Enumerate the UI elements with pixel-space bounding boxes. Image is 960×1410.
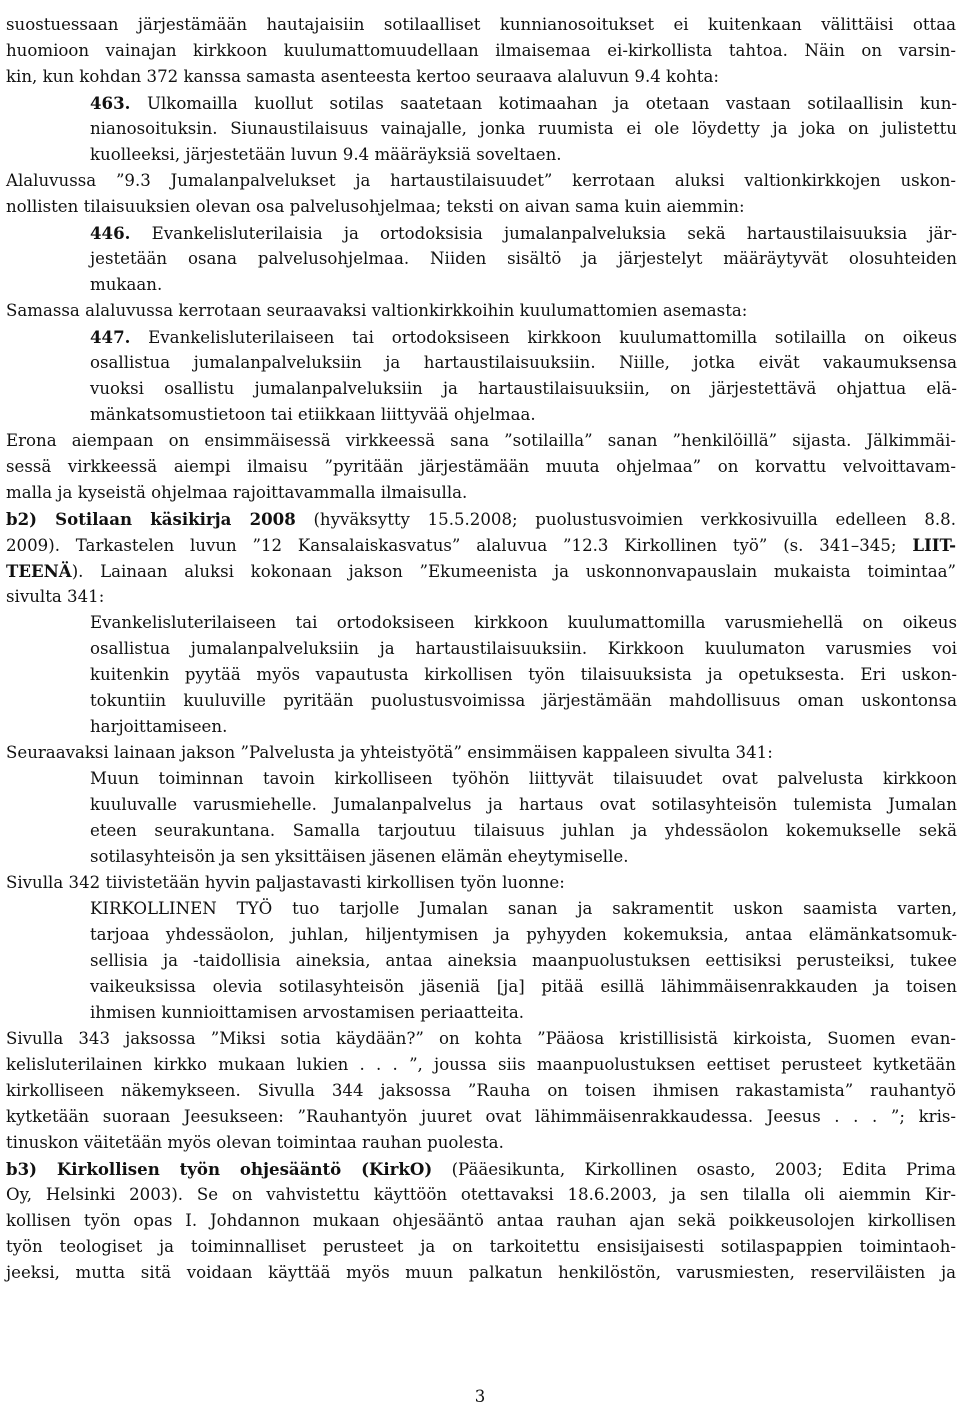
text-line xyxy=(90,662,957,688)
text-run: kytketään suoraan Jeesukseen: ”Rauhantyön juuret ovat lähimmäisenrakkaudessa. Jeesus . . . ”; kris- xyxy=(6,1107,956,1126)
text-line xyxy=(6,1026,956,1052)
text-line xyxy=(90,142,957,168)
text-line xyxy=(6,558,956,585)
text-line xyxy=(6,1208,956,1234)
text-line xyxy=(90,922,957,948)
text-line xyxy=(6,480,956,506)
text-line xyxy=(90,324,957,351)
text-line xyxy=(90,350,957,376)
bold-text: 446. xyxy=(90,223,131,243)
text-run: vaikeuksissa olevia sotilasyhteisön jäseniä [ja] pitää esillä lähimmäisenrakkauden ja toisen xyxy=(90,977,957,996)
text-run: vuoksi osallistu jumalanpalveluksiin ja hartaustilaisuuksiin, on järjestettävä ohjattua elä- xyxy=(90,379,957,398)
bold-text: 447. xyxy=(90,327,131,347)
text-line xyxy=(90,636,957,662)
text-run: Evankelisluterilaisia ja ortodoksisia jumalanpalveluksia sekä hartaustilaisuuksia jär- xyxy=(130,224,957,243)
text-run: Samassa alaluvussa kerrotaan seuraavaksi valtionkirkkoihin kuulumattomien asemasta: xyxy=(6,301,748,320)
text-line xyxy=(90,766,957,792)
text-line xyxy=(6,38,956,64)
text-run: tokuntiin kuuluville pyritään puolustusvoimissa järjestämään mahdollisuus oman uskontonsa xyxy=(90,691,957,710)
bold-text: LIIT- xyxy=(912,535,956,555)
text-line xyxy=(90,272,957,298)
text-run: sivulta 341: xyxy=(6,587,105,606)
text-line xyxy=(6,454,956,480)
text-line xyxy=(90,792,957,818)
text-run: suostuessaan järjestämään hautajaisiin sotilaalliset kunnianosoitukset ei kuitenkaan välittäisi ottaa xyxy=(6,15,956,34)
text-run: Erona aiempaan on ensimmäisessä virkkeessä sana ”sotilailla” sanan ”henkilöillä” sijasta. Jälkimmäi- xyxy=(6,431,956,450)
text-line xyxy=(90,402,957,428)
text-run: Sivulla 343 jaksossa ”Miksi sotia käydään?” on kohta ”Pääosa kristillisistä kirkoista, Suomen evan- xyxy=(6,1029,956,1048)
text-run: Ulkomailla kuollut sotilas saatetaan kotimaahan ja otetaan vastaan sotilaallisin kun- xyxy=(130,94,957,113)
text-run: kelisluterilainen kirkko mukaan lukien . . . ”, joussa siis maanpuolustuksen eettiset perusteet kytketään xyxy=(6,1055,956,1074)
text-run: (hyväksytty 15.5.2008; puolustusvoimien verkkosivuilla edelleen 8.8. xyxy=(295,510,956,529)
text-line xyxy=(90,610,957,636)
text-line xyxy=(90,376,957,402)
text-run: kuuluvalle varusmiehelle. Jumalanpalvelus ja hartaus ovat sotilasyhteisön tulemista Jumalan xyxy=(90,795,957,814)
text-run: kirkolliseen näkemykseen. Sivulla 344 jaksossa ”Rauha on toisen ihmisen rakastamista” rauhantyö xyxy=(6,1081,956,1100)
text-run: 2009). Tarkastelen luvun ”12 Kansalaiskasvatus” alaluvua ”12.3 Kirkollinen työ” (s. 341–345; xyxy=(6,536,913,555)
bold-text: b2) Sotilaan käsikirja 2008 xyxy=(6,509,296,529)
text-run: mänkatsomustietoon tai etiikkaan liittyvää ohjelmaa. xyxy=(90,405,536,424)
text-run: KIRKOLLINEN TYÖ tuo tarjolle Jumalan sanan ja sakramentit uskon saamista varten, xyxy=(90,899,957,918)
text-run: kin, kun kohdan 372 kanssa samasta asenteesta kertoo seuraava alaluvun 9.4 kohta: xyxy=(6,67,719,86)
text-line xyxy=(6,428,956,454)
text-line xyxy=(6,740,956,766)
text-line xyxy=(6,506,956,533)
text-run: jeeksi, mutta sitä voidaan käyttää myös muun palkatun henkilöstön, varusmiesten, reserviläisten ja xyxy=(6,1263,956,1282)
bold-text: 463. xyxy=(90,93,131,113)
text-run: kuolleeksi, järjestetään luvun 9.4 määräyksiä soveltaen. xyxy=(90,145,562,164)
text-line xyxy=(90,116,957,142)
text-line xyxy=(6,194,956,220)
text-line xyxy=(90,818,957,844)
text-run: Sivulla 342 tiivistetään hyvin paljastavasti kirkollisen työn luonne: xyxy=(6,873,565,892)
text-line xyxy=(6,1104,956,1130)
text-run: kuitenkin pyytää myös vapautusta kirkollisen työn tilaisuuksista ja opetuksesta. Eri uskon- xyxy=(90,665,957,684)
text-run: ihmisen kunnioittamisen arvostamisen periaatteita. xyxy=(90,1003,524,1022)
text-run: jestetään osana palvelusohjelmaa. Niiden sisältö ja järjestelyt määräytyvät olosuhteiden xyxy=(90,249,957,268)
text-run: Seuraavaksi lainaan jakson ”Palvelusta ja yhteistyötä” ensimmäisen kappaleen sivulta 341: xyxy=(6,743,773,762)
text-run: Alaluvussa ”9.3 Jumalanpalvelukset ja hartaustilaisuudet” kerrotaan aluksi valtionkirkkojen uskon- xyxy=(6,171,956,190)
page-number: 3 xyxy=(474,1387,486,1406)
text-run: osallistua jumalanpalveluksiin ja hartaustilaisuuksiin. Kirkkoon kuulumaton varusmies voi xyxy=(90,639,957,658)
text-line xyxy=(6,532,956,559)
text-run: tinuskon väitetään myös olevan toimintaa rauhan puolesta. xyxy=(6,1133,504,1152)
text-run: Muun toiminnan tavoin kirkolliseen työhön liittyvät tilaisuudet ovat palvelusta kirkkoon xyxy=(90,769,957,788)
text-run: sellisia ja -taidollisia aineksia, antaa aineksia maanpuolustuksen eettisiksi perusteiksi, tukee xyxy=(90,951,957,970)
text-line xyxy=(90,1000,957,1026)
text-line xyxy=(6,1156,956,1183)
bold-text: TEENÄ xyxy=(6,561,72,581)
text-run: kollisen työn opas I. Johdannon mukaan ohjesääntö antaa rauhan ajan sekä poikkeusolojen kirkollisen xyxy=(6,1211,956,1230)
text-line xyxy=(90,844,957,870)
text-line xyxy=(6,584,956,610)
text-line xyxy=(6,1260,956,1286)
text-run: Oy, Helsinki 2003). Se on vahvistettu käyttöön otettavaksi 18.6.2003, ja sen tilalla oli aiemmin Kir- xyxy=(6,1185,956,1204)
text-run: (Pääesikunta, Kirkollinen osasto, 2003; Edita Prima xyxy=(432,1160,956,1179)
text-line xyxy=(6,870,956,896)
text-line xyxy=(6,1182,956,1208)
text-line xyxy=(6,12,956,38)
text-line xyxy=(90,688,957,714)
text-line xyxy=(90,246,957,272)
text-run: osallistua jumalanpalveluksiin ja hartaustilaisuuksiin. Niille, jotka eivät vakaumuksensa xyxy=(90,353,957,372)
text-line xyxy=(6,1078,956,1104)
bold-text: b3) Kirkollisen työn ohjesääntö (KirkO) xyxy=(6,1159,433,1179)
text-run: malla ja kyseistä ohjelmaa rajoittavammalla ilmaisulla. xyxy=(6,483,468,502)
text-line xyxy=(6,168,956,194)
text-run: Evankelisluterilaiseen tai ortodoksiseen kirkkoon kuulumattomilla sotilailla on oikeus xyxy=(130,328,957,347)
text-run: sessä virkkeessä aiempi ilmaisu ”pyritään järjestämään muuta ohjelmaa” on korvattu velvoittavam- xyxy=(6,457,956,476)
text-run: mukaan. xyxy=(90,275,163,294)
text-line xyxy=(6,1130,956,1156)
text-line xyxy=(6,1052,956,1078)
text-run: harjoittamiseen. xyxy=(90,717,228,736)
text-line xyxy=(90,974,957,1000)
text-run: ). Lainaan aluksi kokonaan jakson ”Ekumeenista ja uskonnonvapauslain mukaista toimintaa” xyxy=(71,562,956,581)
text-line xyxy=(90,714,957,740)
text-line xyxy=(6,64,956,90)
text-line xyxy=(90,90,957,117)
text-run: huomioon vainajan kirkkoon kuulumattomuudellaan ilmaisemaa ei-kirkollista tahtoa. Näin on varsin- xyxy=(6,41,956,60)
text-line xyxy=(6,1234,956,1260)
text-line xyxy=(90,896,957,922)
text-line xyxy=(90,948,957,974)
text-run: Evankelisluterilaiseen tai ortodoksiseen kirkkoon kuulumattomilla varusmiehellä on oikeus xyxy=(90,613,957,632)
text-run: työn teologiset ja toiminnalliset perusteet ja on tarkoitettu ensisijaisesti sotilaspappien toimintaoh- xyxy=(6,1237,956,1256)
text-run: nollisten tilaisuuksien olevan osa palvelusohjelmaa; teksti on aivan sama kuin aiemmin: xyxy=(6,197,745,216)
text-line xyxy=(90,220,957,247)
text-run: tarjoaa yhdessäolon, juhlan, hiljentymisen ja pyhyyden kokemuksia, antaa elämänkatsomuk- xyxy=(90,925,957,944)
text-run: nianosoituksin. Siunaustilaisuus vainajalle, jonka ruumista ei ole löydetty ja joka on julistettu xyxy=(90,119,957,138)
text-run: eteen seurakuntana. Samalla tarjoutuu tilaisuus juhlan ja yhdessäolon kokemukselle sekä xyxy=(90,821,957,840)
text-run: sotilasyhteisön ja sen yksittäisen jäsenen elämän eheytymiselle. xyxy=(90,847,629,866)
text-line xyxy=(6,298,956,324)
